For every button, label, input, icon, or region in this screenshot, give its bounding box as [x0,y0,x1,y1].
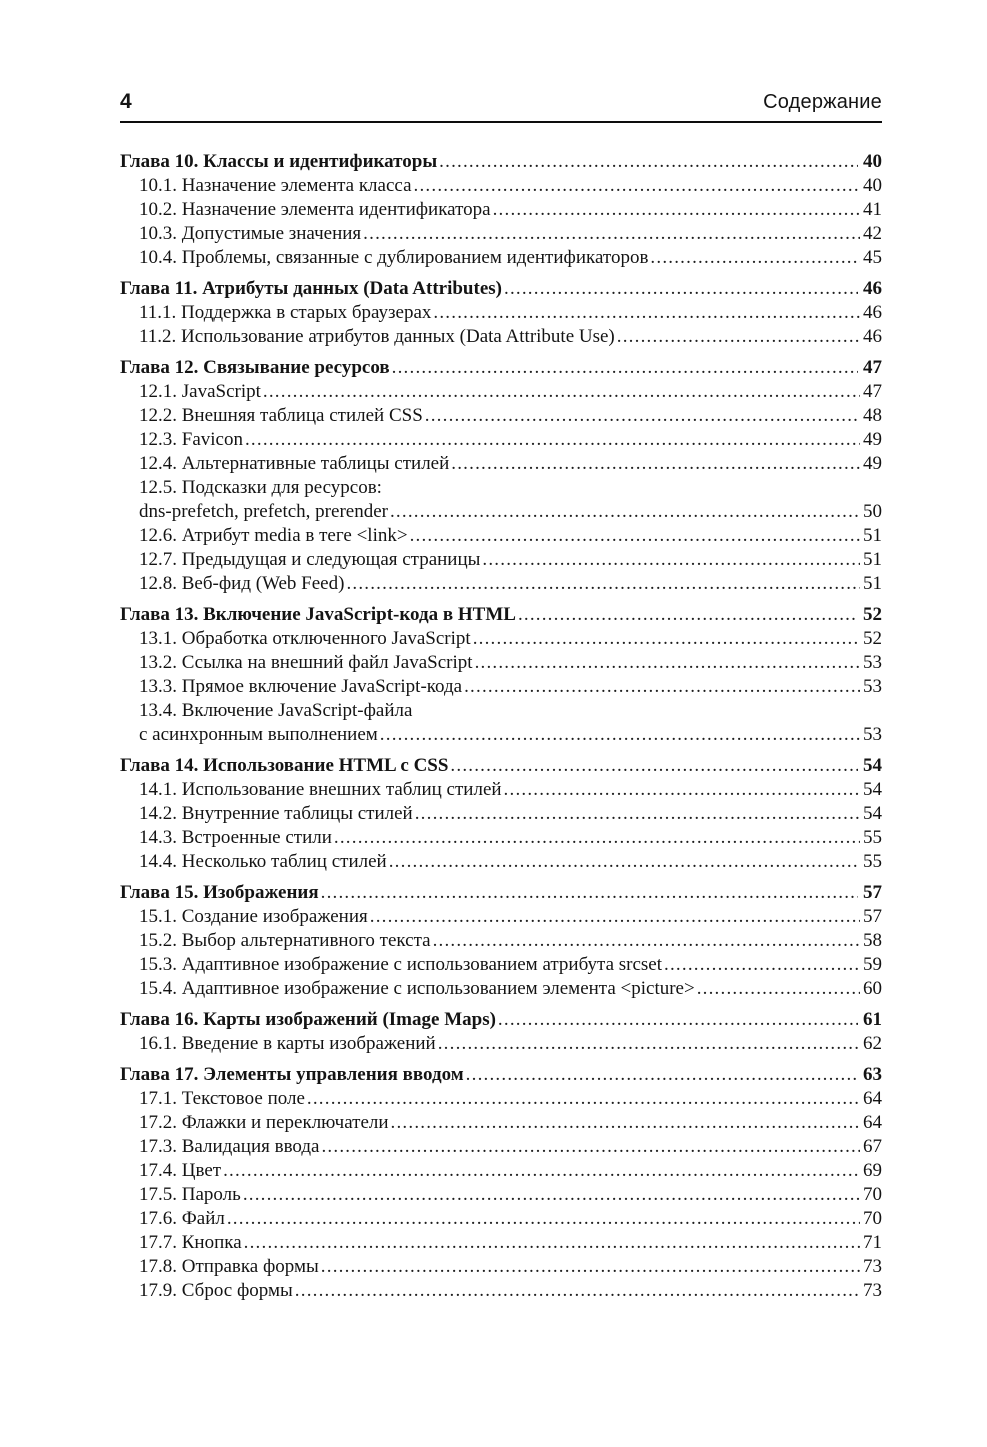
toc-row [139,953,882,977]
page-ref: 69 [863,1160,882,1181]
section-entry [120,675,882,699]
toc-row [120,150,882,174]
section-label: 17.8. Отправка формы [139,1256,319,1277]
section-entry [120,905,882,929]
section-entry [120,1111,882,1135]
section-label: 12.6. Атрибут media в теге <link> [139,525,408,546]
chapter-entry [120,1063,882,1087]
page-ref: 47 [863,357,882,378]
section-label: 10.4. Проблемы, связанные с дублированием идентификаторов [139,247,649,268]
chapter-title: Глава 17. Элементы управления вводом [120,1064,464,1085]
section-entry [120,802,882,826]
section-label: 14.3. Встроенные стили [139,827,332,848]
section-entry [120,699,882,747]
page-ref: 73 [863,1256,882,1277]
page-ref: 42 [863,223,882,244]
page-header-title: Содержание [763,91,882,113]
toc-row [120,881,882,905]
toc-row [120,356,882,380]
toc-row [139,524,882,548]
toc-row [139,301,882,325]
section-entry [120,1135,882,1159]
section-label: 15.4. Адаптивное изображение с использованием элемента <picture> [139,978,695,999]
toc-row [139,651,882,675]
page-ref: 51 [863,549,882,570]
dot-leader [423,404,860,428]
toc-row [120,1008,882,1032]
page-ref: 64 [863,1112,882,1133]
page-ref: 52 [863,604,882,625]
toc-row [139,977,882,1001]
section-entry [120,651,882,675]
dot-leader [480,548,860,572]
section-entry [120,174,882,198]
dot-leader [387,850,860,874]
toc-row [139,826,882,850]
chapter-entry [120,356,882,380]
section-label: 11.2. Использование атрибутов данных (Data Attribute Use) [139,326,615,347]
dot-leader [413,802,860,826]
section-label: 15.1. Создание изображения [139,906,368,927]
dot-leader [412,174,860,198]
toc-row [120,754,882,778]
dot-leader [648,246,860,270]
dot-leader [389,1111,860,1135]
page-ref: 54 [863,755,882,776]
dot-leader [491,198,860,222]
section-entry [120,246,882,270]
chapter-entry [120,277,882,301]
page-ref: 64 [863,1088,882,1109]
dot-leader [261,380,860,404]
section-entry [120,452,882,476]
toc-row [139,452,882,476]
toc-row [139,1183,882,1207]
page-ref: 46 [863,326,882,347]
page-ref: 51 [863,573,882,594]
page-ref: 53 [863,724,882,745]
page-ref: 52 [863,628,882,649]
section-label-line1: 13.4. Включение JavaScript-файла [139,700,413,721]
dot-leader [695,977,860,1001]
chapter-entry [120,754,882,778]
toc-row [139,905,882,929]
chapter-title: Глава 15. Изображения [120,882,319,903]
page-ref: 53 [863,676,882,697]
section-entry [120,198,882,222]
dot-leader [502,778,860,802]
toc-row [139,500,882,524]
dot-leader [305,1087,860,1111]
toc-row [139,1159,882,1183]
section-label: 17.4. Цвет [139,1160,222,1181]
dot-leader [516,603,858,627]
toc-row [139,1087,882,1111]
section-label: 10.2. Назначение элемента идентификатора [139,199,491,220]
section-label: 15.2. Выбор альтернативного текста [139,930,431,951]
page-ref: 60 [863,978,882,999]
dot-leader [293,1279,860,1303]
chapter-title: Глава 12. Связывание ресурсов [120,357,390,378]
section-label: 14.4. Несколько таблиц стилей [139,851,387,872]
chapter-title: Глава 11. Атрибуты данных (Data Attributes) [120,278,502,299]
toc-row [139,929,882,953]
section-entry [120,1231,882,1255]
dot-leader [502,277,858,301]
page-ref: 53 [863,652,882,673]
section-entry [120,476,882,524]
dot-leader [243,428,860,452]
toc-row [139,572,882,596]
section-entry [120,428,882,452]
section-label: 14.2. Внутренние таблицы стилей [139,803,413,824]
section-entry [120,380,882,404]
section-label: 12.3. Favicon [139,429,243,450]
dot-leader [464,1063,858,1087]
toc-row [120,277,882,301]
table-of-contents [120,150,882,1303]
dot-leader [462,675,860,699]
page-ref: 40 [863,151,882,172]
chapter-title: Глава 16. Карты изображений (Image Maps) [120,1009,496,1030]
section-label: 17.2. Флажки и переключатели [139,1112,389,1133]
dot-leader [332,826,860,850]
dot-leader [496,1008,858,1032]
toc-row [139,1207,882,1231]
page-ref: 62 [863,1033,882,1054]
page-ref: 55 [863,827,882,848]
chapter-title: Глава 14. Использование HTML с CSS [120,755,449,776]
toc-row [139,627,882,651]
page-ref: 57 [863,906,882,927]
toc-row [139,1255,882,1279]
section-entry [120,1159,882,1183]
section-label: 11.1. Поддержка в старых браузерах [139,302,432,323]
toc-row [139,325,882,349]
section-label: dns-prefetch, prefetch, prerender [139,501,388,522]
section-label: 12.7. Предыдущая и следующая страницы [139,549,481,570]
page-ref: 41 [863,199,882,220]
page-number: 4 [120,90,132,113]
section-entry [120,548,882,572]
page-ref: 46 [863,302,882,323]
dot-leader [368,905,860,929]
dot-leader [390,356,858,380]
dot-leader [344,572,860,596]
dot-leader [431,301,860,325]
toc-row [120,1063,882,1087]
section-entry [120,850,882,874]
toc-row [139,1111,882,1135]
page-ref: 46 [863,278,882,299]
section-label: 10.1. Назначение элемента класса [139,175,412,196]
section-label: 13.1. Обработка отключенного JavaScript [139,628,471,649]
page-ref: 67 [863,1136,882,1157]
dot-leader [225,1207,860,1231]
page-ref: 40 [863,175,882,196]
section-entry [120,826,882,850]
section-label: 17.6. Файл [139,1208,225,1229]
toc-row [139,1032,882,1056]
toc-row [139,222,882,246]
dot-leader [242,1231,860,1255]
section-label: 16.1. Введение в карты изображений [139,1033,436,1054]
dot-leader [319,881,858,905]
toc-row [139,1231,882,1255]
toc-row [139,802,882,826]
dot-leader [221,1159,860,1183]
toc-row [139,675,882,699]
toc-row [139,1279,882,1303]
dot-leader [319,1135,860,1159]
section-entry [120,572,882,596]
dot-leader [361,222,860,246]
page-ref: 58 [863,930,882,951]
section-entry [120,1207,882,1231]
page-ref: 49 [863,429,882,450]
section-label: 17.3. Валидация ввода [139,1136,320,1157]
section-label: 12.2. Внешняя таблица стилей CSS [139,405,423,426]
page-ref: 71 [863,1232,882,1253]
section-label: 10.3. Допустимые значения [139,223,362,244]
dot-leader [388,500,860,524]
section-entry [120,404,882,428]
page-ref: 55 [863,851,882,872]
dot-leader [662,953,860,977]
dot-leader [449,452,860,476]
page-ref: 50 [863,501,882,522]
toc-row [139,198,882,222]
section-label: 17.5. Пароль [139,1184,241,1205]
section-label: 17.7. Кнопка [139,1232,242,1253]
section-label: 14.1. Использование внешних таблиц стилей [139,779,502,800]
toc-row [139,428,882,452]
section-label: 17.9. Сброс формы [139,1280,293,1301]
toc-row [120,603,882,627]
section-entry [120,301,882,325]
chapter-entry [120,881,882,905]
dot-leader [473,651,860,675]
page-ref: 70 [863,1184,882,1205]
dot-leader [431,929,860,953]
dot-leader [448,754,858,778]
section-entry [120,1255,882,1279]
toc-row [139,548,882,572]
toc-row [139,404,882,428]
section-entry [120,1279,882,1303]
page-header [120,90,882,123]
chapter-title: Глава 10. Классы и идентификаторы [120,151,438,172]
dot-leader [378,723,860,747]
chapter-entry [120,1008,882,1032]
dot-leader [471,627,860,651]
toc-row [139,1135,882,1159]
section-entry [120,222,882,246]
section-label: 12.1. JavaScript [139,381,261,402]
section-entry [120,524,882,548]
section-label: 12.4. Альтернативные таблицы стилей [139,453,450,474]
section-entry [120,1032,882,1056]
dot-leader [408,524,860,548]
section-entry [120,325,882,349]
chapter-entry [120,603,882,627]
section-entry [120,1183,882,1207]
section-label: 15.3. Адаптивное изображение с использованием атрибута srcset [139,954,663,975]
page-ref: 61 [863,1009,882,1030]
section-entry [120,627,882,651]
section-entry [120,778,882,802]
dot-leader [241,1183,860,1207]
dot-leader [615,325,860,349]
page-ref: 48 [863,405,882,426]
section-label: с асинхронным выполнением [139,724,378,745]
page-ref: 51 [863,525,882,546]
page-ref: 63 [863,1064,882,1085]
section-label: 13.3. Прямое включение JavaScript-кода [139,676,463,697]
dot-leader [437,150,858,174]
dot-leader [319,1255,860,1279]
dot-leader [436,1032,860,1056]
page-ref: 57 [863,882,882,903]
section-label: 13.2. Ссылка на внешний файл JavaScript [139,652,473,673]
toc-row [139,850,882,874]
page-ref: 70 [863,1208,882,1229]
page-ref: 47 [863,381,882,402]
section-label-line1: 12.5. Подсказки для ресурсов: [139,477,382,498]
section-entry [120,929,882,953]
section-entry [120,1087,882,1111]
toc-row [139,778,882,802]
page-ref: 54 [863,803,882,824]
page-ref: 45 [863,247,882,268]
chapter-entry [120,150,882,174]
page-ref: 73 [863,1280,882,1301]
chapter-title: Глава 13. Включение JavaScript-кода в HTML [120,604,516,625]
page-ref: 54 [863,779,882,800]
toc-row [139,380,882,404]
page-ref: 59 [863,954,882,975]
section-label: 12.8. Веб-фид (Web Feed) [139,573,345,594]
page-ref: 49 [863,453,882,474]
section-entry [120,953,882,977]
toc-row [139,723,882,747]
toc-row [139,174,882,198]
section-entry [120,977,882,1001]
section-label: 17.1. Текстовое поле [139,1088,305,1109]
toc-row [139,246,882,270]
